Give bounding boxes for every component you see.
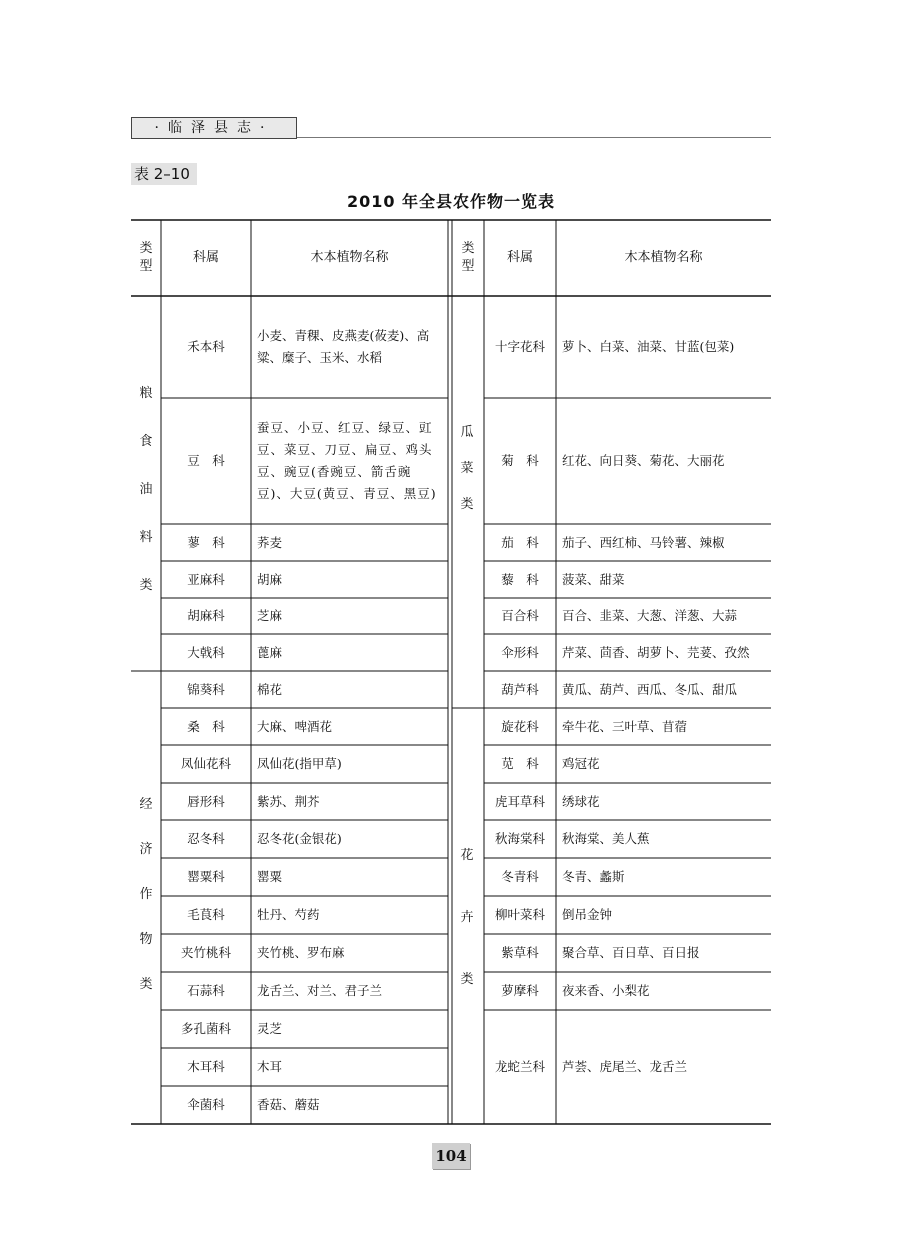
right-row-13-family: 柳叶菜科 (494, 907, 545, 922)
table-title: 2010 年全县农作物一览表 (346, 192, 556, 211)
header-names-left: 木本植物名称 (310, 250, 389, 265)
left-row-14-family: 夹竹桃科 (180, 945, 231, 960)
header-family-right: 科属 (506, 250, 533, 265)
left-row-11-family: 忍冬科 (187, 831, 225, 846)
running-header: ·临泽县志· (131, 117, 297, 139)
left-row-12-family: 罂粟科 (187, 869, 225, 884)
left-row-16-family: 多孔菌科 (180, 1021, 231, 1036)
left-row-17-family: 木耳科 (187, 1059, 225, 1074)
left-row-9-names: 凤仙花(指甲草) (257, 756, 342, 771)
category-left-1: 粮食油料类 (139, 386, 153, 593)
left-row-10-names: 紫苏、荆芥 (257, 793, 320, 809)
left-row-10-family: 唇形科 (187, 793, 225, 809)
left-row-18-family: 伞菌科 (187, 1097, 225, 1112)
right-row-10-names: 绣球花 (562, 793, 600, 809)
table-number: 表 2–10 (131, 163, 197, 185)
right-row-14-family: 紫草科 (501, 945, 539, 960)
right-row-16-family: 龙蛇兰科 (494, 1059, 545, 1074)
right-row-4-names: 菠菜、甜菜 (562, 571, 625, 587)
left-row-5-family: 胡麻科 (187, 608, 225, 623)
left-row-15-names: 龙舌兰、对兰、君子兰 (257, 983, 383, 998)
right-row-2-family: 菊 科 (501, 453, 539, 468)
left-row-7-family: 锦葵科 (187, 681, 225, 697)
left-row-17-names: 木耳 (257, 1059, 283, 1074)
right-row-1-family: 十字花科 (494, 339, 545, 354)
right-row-16-names: 芦荟、虎尾兰、龙舌兰 (562, 1059, 688, 1074)
right-row-14-names: 聚合草、百日草、百日报 (562, 945, 700, 960)
category-left-2: 经济作物类 (139, 797, 153, 992)
left-row-13-family: 毛茛科 (187, 907, 225, 922)
left-row-11-names: 忍冬花(金银花) (257, 831, 342, 846)
header-family-left: 科属 (192, 250, 219, 265)
right-row-8-family: 旋花科 (501, 718, 539, 734)
right-row-5-names: 百合、韭菜、大葱、洋葱、大蒜 (562, 608, 738, 623)
category-right-2: 花卉类 (460, 848, 474, 987)
left-row-13-names: 牡丹、芍药 (257, 907, 320, 922)
right-row-3-names: 茄子、西红柿、马铃薯、辣椒 (562, 534, 725, 550)
right-row-7-family: 葫芦科 (501, 681, 539, 697)
right-row-12-names: 冬青、蠡斯 (562, 869, 625, 884)
header-names-right: 木本植物名称 (624, 250, 703, 265)
right-row-15-family: 萝摩科 (501, 983, 539, 998)
right-row-8-names: 牵牛花、三叶草、苜蓿 (562, 718, 688, 734)
left-row-4-family: 亚麻科 (187, 571, 225, 587)
left-row-8-family: 桑 科 (187, 718, 225, 734)
right-row-6-family: 伞形科 (501, 644, 539, 660)
right-row-4-family: 藜 科 (501, 571, 539, 587)
right-row-2-names: 红花、向日葵、菊花、大丽花 (562, 453, 725, 468)
left-row-8-names: 大麻、啤酒花 (257, 718, 333, 734)
right-row-1-names: 萝卜、白菜、油菜、甘蓝(包菜) (562, 339, 735, 354)
left-row-18-names: 香菇、蘑菇 (257, 1097, 320, 1112)
right-row-3-family: 茄 科 (501, 534, 539, 550)
left-row-5-names: 芝麻 (257, 608, 283, 623)
right-row-9-family: 苋 科 (501, 756, 539, 771)
left-row-1-names: 小麦、青稞、皮燕麦(莜麦)、高粱、糜子、玉米、水稻 (257, 328, 430, 365)
right-row-10-family: 虎耳草科 (494, 793, 545, 809)
left-row-16-names: 灵芝 (257, 1021, 283, 1036)
header-type-left: 类型 (139, 241, 153, 274)
left-row-3-names: 荞麦 (257, 534, 283, 550)
left-row-2-family: 豆 科 (187, 453, 225, 468)
right-row-6-names: 芹菜、茴香、胡萝卜、芫荽、孜然 (562, 644, 750, 660)
page-number: 104 (432, 1143, 470, 1169)
right-row-9-names: 鸡冠花 (562, 756, 600, 771)
right-row-15-names: 夜来香、小梨花 (562, 983, 650, 998)
left-row-6-names: 蓖麻 (257, 644, 283, 660)
right-row-7-names: 黄瓜、葫芦、西瓜、冬瓜、甜瓜 (562, 681, 738, 697)
left-row-6-family: 大戟科 (187, 644, 225, 660)
right-row-12-family: 冬青科 (501, 869, 539, 884)
right-row-11-names: 秋海棠、美人蕉 (562, 831, 650, 846)
left-row-4-names: 胡麻 (257, 571, 283, 587)
left-row-1-family: 禾本科 (187, 339, 225, 354)
right-row-5-family: 百合科 (501, 608, 539, 623)
left-row-15-family: 石蒜科 (187, 983, 225, 998)
category-right-1: 瓜菜类 (460, 425, 474, 512)
left-row-9-family: 凤仙花科 (180, 756, 231, 771)
right-row-11-family: 秋海棠科 (494, 831, 545, 846)
left-row-14-names: 夹竹桃、罗布麻 (257, 945, 345, 960)
left-row-12-names: 罂粟 (257, 869, 283, 884)
header-type-right: 类型 (461, 241, 475, 274)
right-row-13-names: 倒吊金钟 (562, 907, 613, 922)
left-row-2-names: 蚕豆、小豆、红豆、绿豆、豇豆、菜豆、刀豆、扁豆、鸡头豆、豌豆(香豌豆、箭舌豌豆)、大豆(黄豆、青豆、黑豆) (257, 420, 437, 501)
left-row-7-names: 棉花 (257, 681, 283, 697)
left-row-3-family: 蓼 科 (187, 534, 225, 550)
